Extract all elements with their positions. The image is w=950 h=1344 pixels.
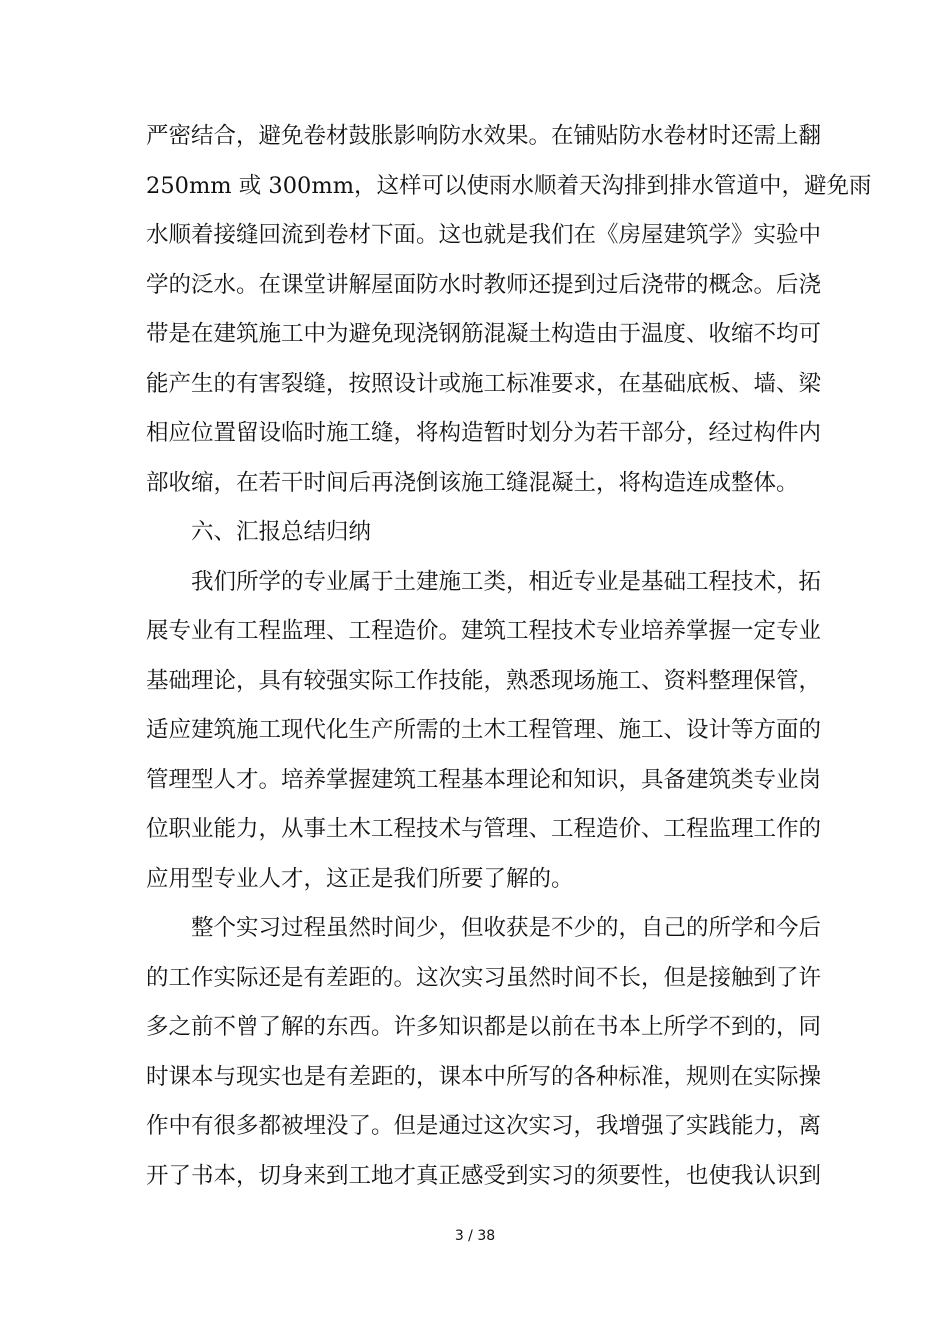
text-line: 基础理论，具有较强实际工作技能，熟悉现场施工、资料整理保管， bbox=[146, 667, 822, 694]
text-line: 带是在建筑施工中为避免现浇钢筋混凝土构造由于温度、收缩不均可 bbox=[146, 321, 822, 347]
text-line: 水顺着接缝回流到卷材下面。这也就是我们在《房屋建筑学》实验中 bbox=[146, 222, 822, 248]
text-line: 展专业有工程监理、工程造价。建筑工程技术专业培养掌握一定专业 bbox=[146, 618, 822, 644]
text-line: 250mm 或 300mm，这样可以使雨水顺着天沟排到排水管道中，避免雨 bbox=[146, 172, 872, 199]
text-line: 作中有很多都被埋没了。但是通过这次实习，我增强了实践能力，离 bbox=[146, 1113, 822, 1139]
text-line: 时课本与现实也是有差距的，课本中所写的各种标准，规则在实际操 bbox=[146, 1063, 822, 1090]
text-line: 适应建筑施工现代化生产所需的土木工程管理、施工、设计等方面的 bbox=[146, 717, 822, 743]
text-line: 严密结合，避免卷材鼓胀影响防水效果。在铺贴防水卷材时还需上翻 bbox=[146, 123, 822, 149]
text-line: 学的泛水。在课堂讲解屋面防水时教师还提到过后浇带的概念。后浇 bbox=[146, 271, 822, 298]
text-line: 开了书本，切身来到工地才真正感受到实习的须要性，也使我认识到 bbox=[146, 1162, 822, 1189]
text-line: 部收缩，在若干时间后再浇倒该施工缝混凝土，将构造连成整体。 bbox=[146, 469, 799, 496]
text-line: 能产生的有害裂缝，按照设计或施工标准要求，在基础底板、墙、梁 bbox=[146, 370, 822, 397]
text-line: 多之前不曾了解的东西。许多知识都是以前在书本上所学不到的，同 bbox=[146, 1014, 822, 1040]
text-line: 的工作实际还是有差距的。这次实习虽然时间不长，但是接触到了许 bbox=[146, 964, 822, 991]
text-line: 整个实习过程虽然时间少，但收获是不少的，自己的所学和今后 bbox=[191, 915, 822, 941]
text-line: 我们所学的专业属于土建施工类，相近专业是基础工程技术，拓 bbox=[191, 568, 822, 595]
text-line: 相应位置留设临时施工缝，将构造暂时划分为若干部分，经过构件内 bbox=[146, 420, 822, 446]
section-heading: 六、汇报总结归纳 bbox=[191, 519, 372, 545]
text-line: 管理型人才。培养掌握建筑工程基本理论和知识，具备建筑类专业岗 bbox=[146, 766, 822, 793]
text-line: 应用型专业人才，这正是我们所要了解的。 bbox=[146, 865, 574, 892]
page-body bbox=[146, 112, 872, 1201]
page-number: 3 / 38 bbox=[454, 1228, 496, 1244]
text-line: 位职业能力，从事土木工程技术与管理、工程造价、工程监理工作的 bbox=[146, 816, 822, 842]
